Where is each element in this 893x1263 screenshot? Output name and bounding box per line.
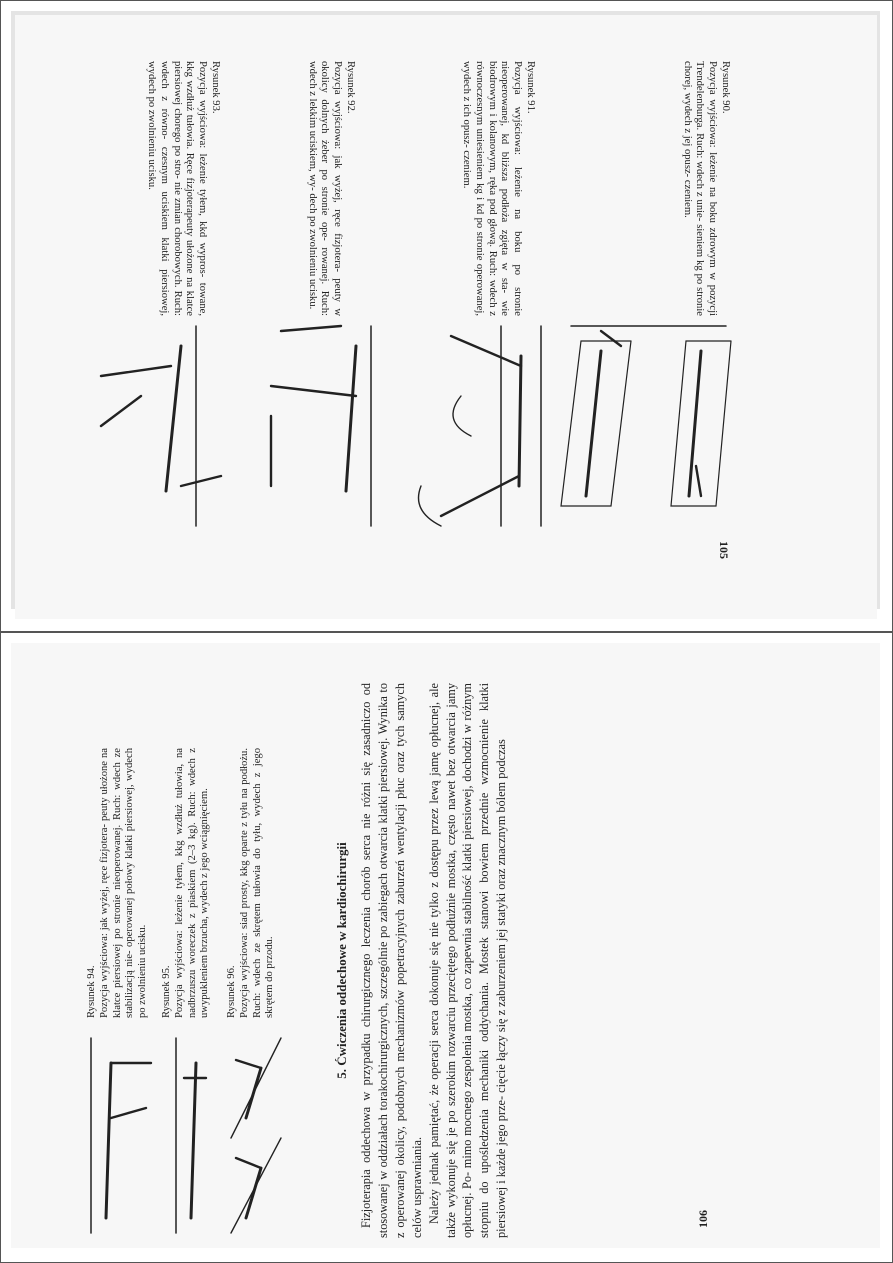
figures-94-96 xyxy=(86,1028,306,1238)
caption-text: Pozycja wyjściowa: leżenie tyłem, kkg wzdłuż tułowia, na nadbrzuszu woreczek z piaskiem (2–3 kg). Ruch: wdech z uwypukleniem brzucha, wydech z jego wciągnięciem. xyxy=(173,748,211,1018)
page-number: 106 xyxy=(696,1210,710,1228)
caption-title: Rysunek 95. xyxy=(161,965,172,1018)
caption-rysunek-94 xyxy=(86,748,150,1018)
caption-title: Rysunek 90. xyxy=(720,61,731,114)
figure-92 xyxy=(271,326,371,526)
caption-rysunek-93 xyxy=(144,61,221,316)
figure-91 xyxy=(419,326,542,526)
caption-text: Pozycja wyjściowa: siad prosty, kkg oparte z tyłu na podłożu. Ruch: wdech ze skrętem tułowia do tyłu, wydech z jego skrętem do przodu. xyxy=(238,748,276,1018)
body-text xyxy=(358,683,510,1238)
paragraph: Należy jednak pamiętać, że operacji serca dokonuje się nie tylko z dostępu przez lewą jamę opłucnej, ale także wykonuje się je po szerokim rozwarciu przeciętego podłużnie mostka, często nawet bez otwarcia jamy opłucnej. Po- mimo mocnego zespolenia mostka, co zapewnia stabilność klatki piersiowej, dochodzi w różnym stopniu do upośledzenia mechaniki oddychania. Mostek stanowi bowiem przednie wzmocnienie klatki piersiowej i każde jego prze- cięcie łączy się z zaburzeniem jej statyki oraz znacznym bólem podczas xyxy=(426,683,509,1238)
caption-text: Pozycja wyjściowa: leżenie na boku po stronie nieoperowanej, kd bliższa podłoża zgięta w sta- wie biodrowym i kolanowym, ręka pod głową. Ruch: wdech z równoczesnym uniesieniem kg i kd po stronie operowanej, wydech z ich opusz- czeniem. xyxy=(461,61,524,316)
figure-90 xyxy=(561,326,731,506)
page-106-sheet xyxy=(0,632,893,1263)
section-heading: 5. Ćwiczenia oddechowe w kardiochirurgii xyxy=(334,842,349,1079)
caption-title: Rysunek 93. xyxy=(210,61,221,114)
page-number: 105 xyxy=(717,541,731,559)
caption-rysunek-95 xyxy=(161,748,212,1018)
caption-text: Pozycja wyjściowa: leżenie tyłem, kkd wypros- towane, kkg wzdłuż tułowia. Ręce fizjoterapeuty ułożone na klatce piersiowej chorego po stro- nie zmian chorobowych. Ruch: wdech z równo- czesnym uciskiem klatki piersiowej, wydech po zwolnieniu ucisku. xyxy=(146,61,209,316)
figure-96 xyxy=(231,1038,281,1233)
caption-rysunek-96 xyxy=(226,748,277,1018)
figures-90-93 xyxy=(41,326,741,531)
caption-title: Rysunek 96. xyxy=(226,965,237,1018)
caption-title: Rysunek 94. xyxy=(86,965,97,1018)
paragraph: Fizjoterapia oddechowa w przypadku chirurgicznego leczenia chorób serca nie różni się zasadniczo od stosowanej w oddziałach torakochirurgicznych, szczególnie po zabiegach otwarcia klatki piersiowej. Wynika to z operowanej okolicy, podobnych mechanizmów popetracyjnych zaburzeń wentylacji płuc oraz tych samych celów usprawniania. xyxy=(359,683,424,1238)
figure-94 xyxy=(91,1038,151,1233)
caption-text: Pozycja wyjściowa: jak wyżej, ręce fizjotera- peuty ułożone na klatce piersiowej po stronie nieoperowanej. Ruch: wdech ze stabilizacją nie- operowanej połowy klatki piersiowej, wydech po zwolnieniu ucisku. xyxy=(98,748,149,1018)
caption-rysunek-91 xyxy=(459,61,536,316)
caption-title: Rysunek 92. xyxy=(345,61,356,114)
caption-text: Pozycja wyjściowa: leżenie na boku zdrowym w pozycji Trendelenburga. Ruch: wdech z unie- sieniem kg po stronie chorej, wydech z jej opusz- czeniem. xyxy=(681,61,719,316)
caption-text: Pozycja wyjściowa: jak wyżej, ręce fizjotera- peuty w okolicy dolnych żeber po stronie ope- rowanej. Ruch: wdech z lekkim uciskiem, wy- dech po zwolnieniu ucisku. xyxy=(306,61,344,316)
caption-title: Rysunek 91. xyxy=(525,61,536,114)
caption-rysunek-92 xyxy=(305,61,356,316)
caption-rysunek-90 xyxy=(680,61,731,316)
page-105-content xyxy=(41,61,741,571)
page-106-content xyxy=(86,683,806,1238)
figure-95 xyxy=(176,1038,206,1233)
figure-93 xyxy=(101,326,221,526)
